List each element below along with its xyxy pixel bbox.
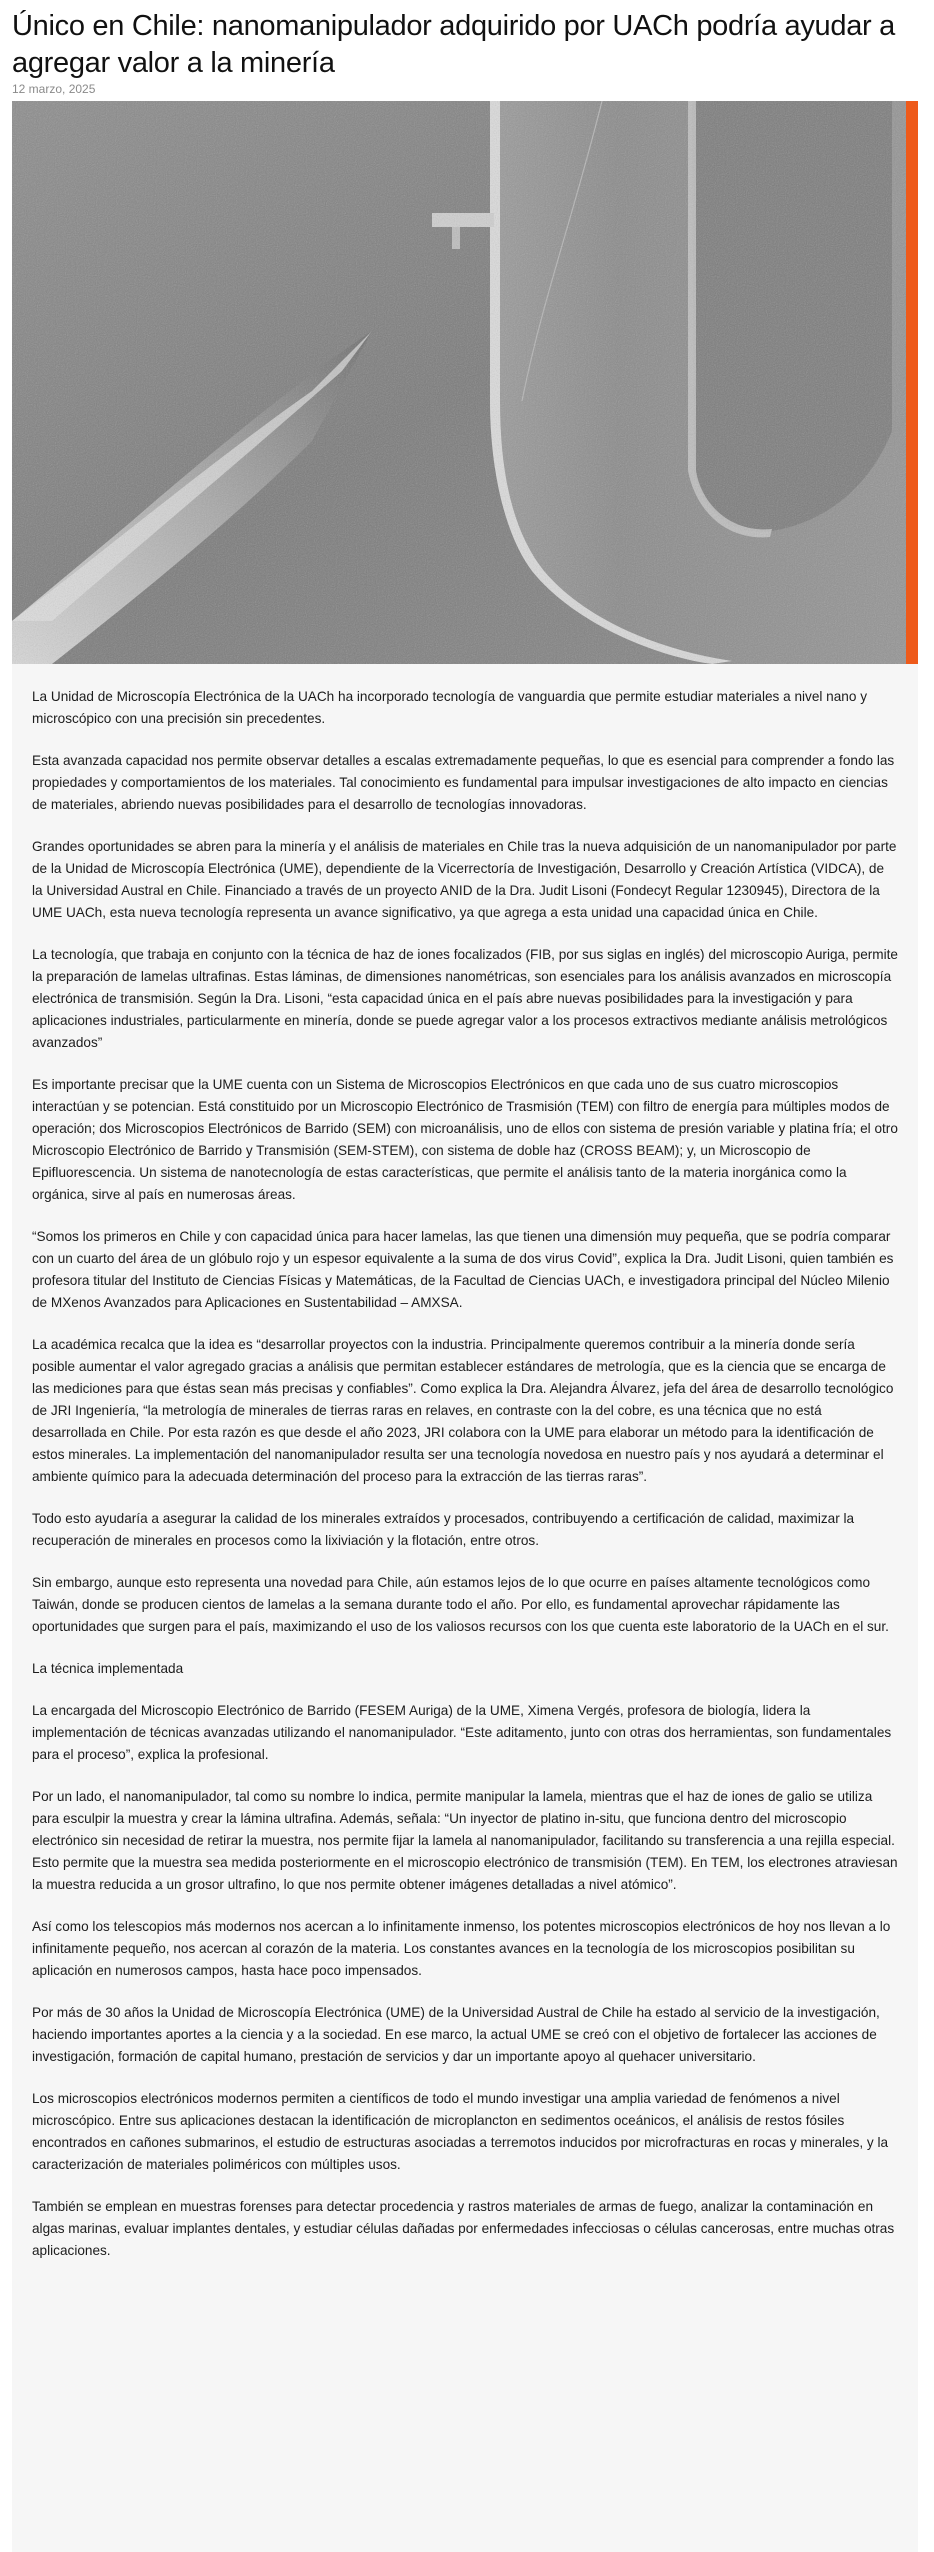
- hero-image: [12, 101, 918, 664]
- paragraph: Los microscopios electrónicos modernos permiten a científicos de todo el mundo investigar una amplia variedad de fenómenos a nivel microscópico. Entre sus aplicaciones destacan la identificación de microplancton en sedimentos oceánicos, el análisis de restos fósiles encontrados en cañones submarinos, el estudio de estructuras asociadas a terremotos inducidos por microfracturas en rocas y minerales, y la caracterización de materiales poliméricos con múltiples usos.: [32, 2091, 889, 2172]
- paragraph: Sin embargo, aunque esto representa una novedad para Chile, aún estamos lejos de lo que ocurre en países altamente tecnológicos como Taiwán, donde se producen cientos de lamelas a la semana durante todo el año. Por ello, es fundamental aprovechar rápidamente las oportunidades que surgen para el país, maximizando el uso de los valiosos recursos con los que cuenta este laboratorio de la UACh en el sur.: [32, 1575, 889, 1634]
- section-heading: La técnica implementada: [32, 1661, 184, 1676]
- accent-bar: [906, 101, 918, 664]
- paragraph: Es importante precisar que la UME cuenta con un Sistema de Microscopios Electrónicos en que cada uno de sus cuatro microscopios interactúan y se potencian. Está constituido por un Microscopio Electrónico de Trasmisión (TEM) con filtro de energía para múltiples modos de operación; dos Microscopios Electrónicos de Barrido (SEM) con microanálisis, uno de ellos con sistema de presión variable y platina fría; el otro Microscopio Electrónico de Barrido y Transmisión (SEM-STEM), con sistema de doble haz (CROSS BEAM); y, un Microscopio de Epifluorescencia. Un sistema de nanotecnología de estas características, que permite el análisis tanto de la materia inorgánica como la orgánica, sirve al país en numerosas áreas.: [32, 1077, 898, 1202]
- paragraph: La encargada del Microscopio Electrónico de Barrido (FESEM Auriga) de la UME, Ximena Vergés, profesora de biología, lidera la implementación de técnicas avanzadas utilizando el nanomanipulador. “Este aditamento, junto con otras dos herramientas, son fundamentales para el proceso”, explica la profesional.: [32, 1703, 892, 1762]
- paragraph: También se emplean en muestras forenses para detectar procedencia y rastros materiales de armas de fuego, analizar la contaminación en algas marinas, evaluar implantes dentales, y estudiar células dañadas por enfermedades infecciosas o células cancerosas, entre muchas otras aplicaciones.: [32, 2199, 895, 2258]
- article-title: Único en Chile: nanomanipulador adquirido por UACh podría ayudar a agregar valor a la minería: [12, 10, 895, 79]
- paragraph: La académica recalca que la idea es “desarrollar proyectos con la industria. Principalmente queremos contribuir a la minería donde sería posible aumentar el valor agregado gracias a análisis que permitan establecer estándares de metrología, que es la ciencia que se encarga de las mediciones para que éstas sean más precisas y confiables”. Como explica la Dra. Alejandra Álvarez, jefa del área de desarrollo tecnológico de JRI Ingeniería, “la metrología de minerales de tierras raras en relaves, en contraste con la del cobre, es una técnica que no está desarrollada en Chile. Por esta razón es que desde el año 2023, JRI colabora con la UME para elaborar un método para la identificación de estos minerales. La implementación del nanomanipulador resulta ser una tecnología novedosa en nuestro país y nos ayudará a determinar el ambiente químico para la adecuada determinación del proceso para la extracción de las tierras raras”.: [32, 1337, 894, 1484]
- paragraph: Así como los telescopios más modernos nos acercan a lo infinitamente inmenso, los potentes microscopios electrónicos de hoy nos llevan a lo infinitamente pequeño, nos acercan al corazón de la materia. Los constantes avances en la tecnología de los microscopios posibilitan su aplicación en numerosos campos, hasta hace poco impensados.: [32, 1919, 891, 1978]
- paragraph: La Unidad de Microscopía Electrónica de la UACh ha incorporado tecnología de vanguardia que permite estudiar materiales a nivel nano y microscópico con una precisión sin precedentes.: [32, 689, 868, 726]
- article-body: [12, 664, 918, 2552]
- paragraph: “Somos los primeros en Chile y con capacidad única para hacer lamelas, las que tienen una dimensión muy pequeña, que se podría comparar con un cuarto del área de un glóbulo rojo y un espesor equivalente a la suma de dos virus Covid”, explica la Dra. Judit Lisoni, quien también es profesora titular del Instituto de Ciencias Físicas y Matemáticas, de la Facultad de Ciencias UACh, e investigadora principal del Núcleo Milenio de MXenos Avanzados para Aplicaciones en Sustentabilidad – AMXSA.: [32, 1229, 894, 1310]
- paragraph: Todo esto ayudaría a asegurar la calidad de los minerales extraídos y procesados, contribuyendo a certificación de calidad, maximizar la recuperación de minerales en procesos como la lixiviación y la flotación, entre otros.: [32, 1511, 855, 1548]
- microscope-image: [12, 101, 918, 664]
- paragraph: Esta avanzada capacidad nos permite observar detalles a escalas extremadamente pequeñas, lo que es esencial para comprender a fondo las propiedades y comportamientos de los materiales. Tal conocimiento es fundamental para impulsar investigaciones de alto impacto en ciencias de materiales, abriendo nuevas posibilidades para el desarrollo de tecnologías innovadoras.: [32, 753, 895, 812]
- paragraph: Por un lado, el nanomanipulador, tal como su nombre lo indica, permite manipular la lamela, mientras que el haz de iones de galio se utiliza para esculpir la muestra y crear la lámina ultrafina. Además, señala: “Un inyector de platino in-situ, que funciona dentro del microscopio electrónico sin necesidad de retirar la muestra, nos permite fijar la lamela al nanomanipulador, facilitando su transferencia a una rejilla especial. Esto permite que la muestra sea medida posteriormente en el microscopio electrónico de transmisión (TEM). En TEM, los electrones atraviesan la muestra reducida a un grosor ultrafino, lo que nos permite obtener imágenes detalladas a nivel atómico”.: [32, 1789, 898, 1892]
- article-date: 12 marzo, 2025: [12, 82, 96, 96]
- paragraph: Grandes oportunidades se abren para la minería y el análisis de materiales en Chile tras la nueva adquisición de un nanomanipulador por parte de la Unidad de Microscopía Electrónica (UME), dependiente de la Vicerrectoría de Investigación, Desarrollo y Creación Artística (VIDCA), de la Universidad Austral en Chile. Financiado a través de un proyecto ANID de la Dra. Judit Lisoni (Fondecyt Regular 1230945), Directora de la UME UACh, esta nueva tecnología representa un avance significativo, ya que agrega a esta unidad una capacidad única en Chile.: [32, 839, 897, 920]
- paragraph: Por más de 30 años la Unidad de Microscopía Electrónica (UME) de la Universidad Austral de Chile ha estado al servicio de la investigación, haciendo importantes aportes a la ciencia y a la sociedad. En ese marco, la actual UME se creó con el objetivo de fortalecer las acciones de investigación, formación de capital humano, prestación de servicios y dar un importante apoyo al quehacer universitario.: [32, 2005, 880, 2064]
- paragraph: La tecnología, que trabaja en conjunto con la técnica de haz de iones focalizados (FIB, por sus siglas en inglés) del microscopio Auriga, permite la preparación de lamelas ultrafinas. Estas láminas, de dimensiones nanométricas, son esenciales para los análisis avanzados en microscopía electrónica de transmisión. Según la Dra. Lisoni, “esta capacidad única en el país abre nuevas posibilidades para la investigación y para aplicaciones industriales, particularmente en minería, donde se puede agregar valor a los procesos extractivos mediante análisis metrológicos avanzados”: [32, 947, 898, 1050]
